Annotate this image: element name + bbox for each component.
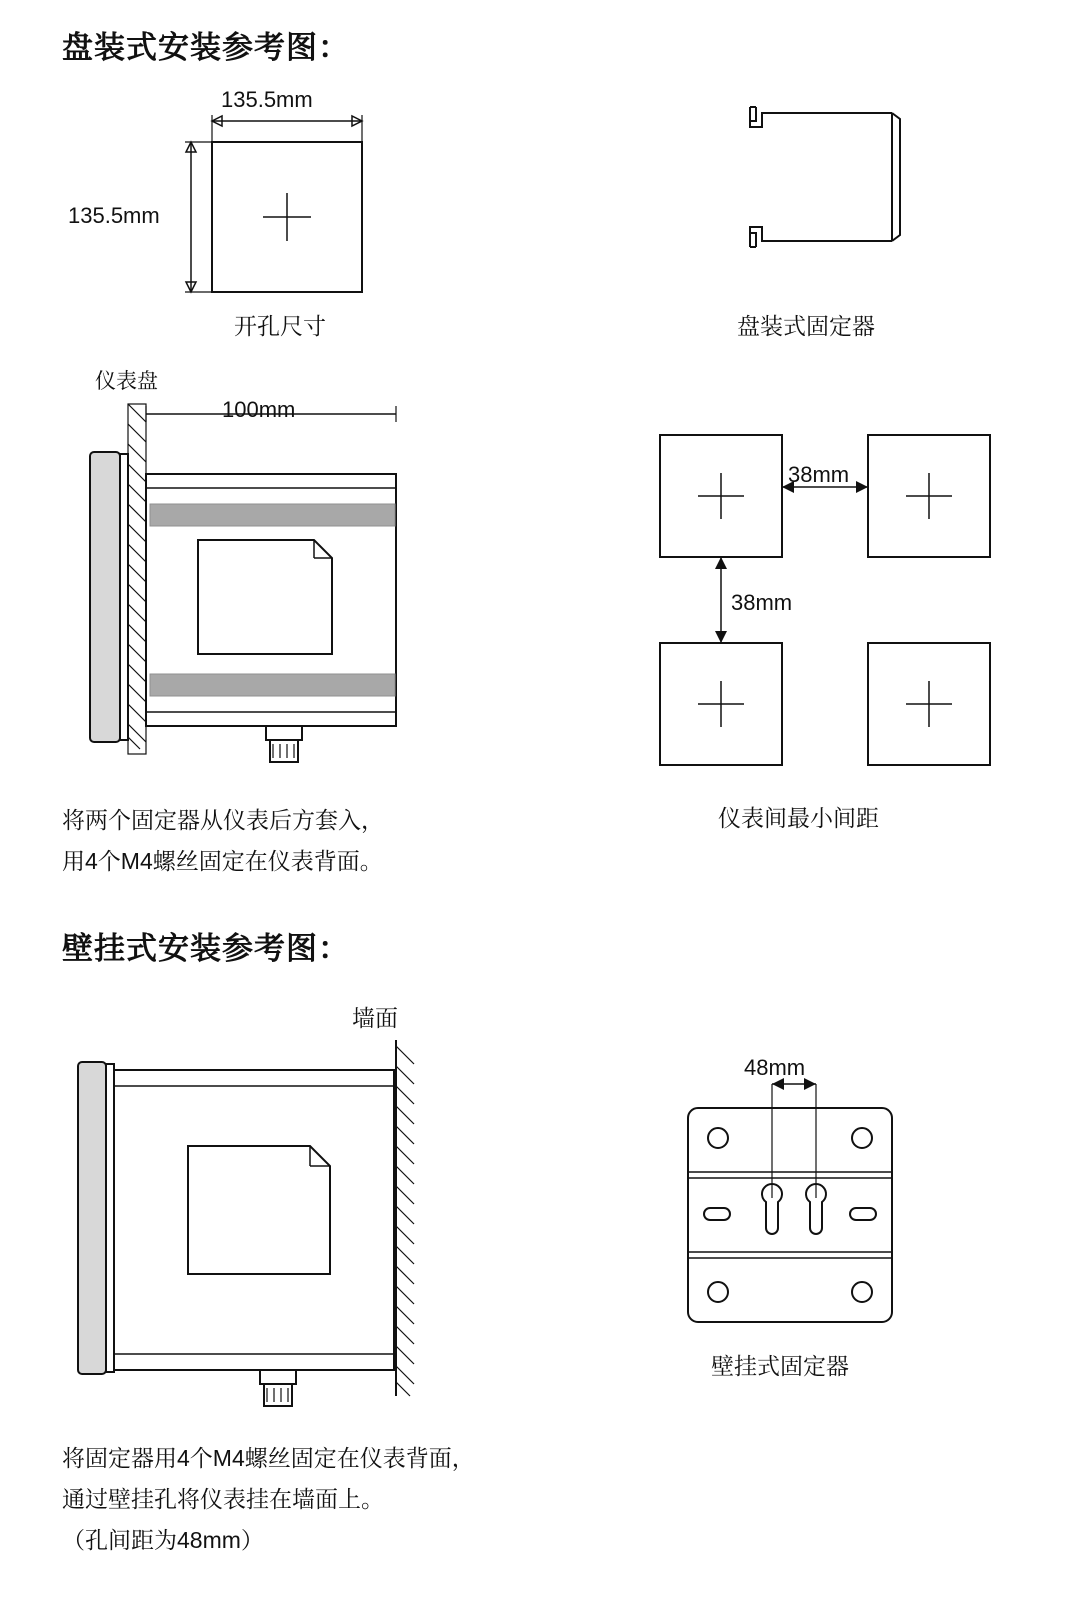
cutout-height-label: 135.5mm (68, 203, 160, 228)
wall-mount-note-line2: 通过壁挂孔将仪表挂在墙面上。 (62, 1486, 384, 1512)
wall-mount-section-title: 壁挂式安装参考图： (62, 931, 350, 966)
wall-mount-note-line1: 将固定器用4个M4螺丝固定在仪表背面， (62, 1445, 475, 1471)
minimum-spacing-caption: 仪表间最小间距 (718, 805, 879, 831)
panel-mount-note-line2: 用4个M4螺丝固定在仪表背面。 (62, 848, 383, 874)
spacing-horizontal-label: 38mm (788, 462, 850, 487)
wall-bracket-hole-spacing-label: 48mm (744, 1055, 806, 1080)
spacing-vertical-label: 38mm (731, 590, 793, 615)
cutout-dimension-diagram (160, 85, 420, 325)
panel-bracket-caption: 盘装式固定器 (737, 313, 875, 339)
panel-mount-note-line1: 将两个固定器从仪表后方套入， (62, 807, 384, 833)
instrument-panel-label: 仪表盘 (95, 370, 158, 393)
wall-bracket-caption: 壁挂式固定器 (711, 1353, 849, 1379)
wall-mount-side-view (70, 1050, 490, 1410)
panel-mount-section-title: 盘装式安装参考图： (62, 30, 350, 65)
instrument-depth-label: 100mm (222, 397, 296, 422)
wall-bracket-diagram (670, 1090, 910, 1340)
wall-label: 墙面 (352, 1005, 398, 1031)
cutout-width-label: 135.5mm (221, 87, 313, 112)
panel-mount-side-view (70, 392, 490, 792)
wall-mount-note-line3: （孔间距为48mm） (62, 1527, 264, 1553)
panel-bracket-diagram (720, 95, 940, 275)
cutout-caption: 开孔尺寸 (234, 313, 326, 339)
